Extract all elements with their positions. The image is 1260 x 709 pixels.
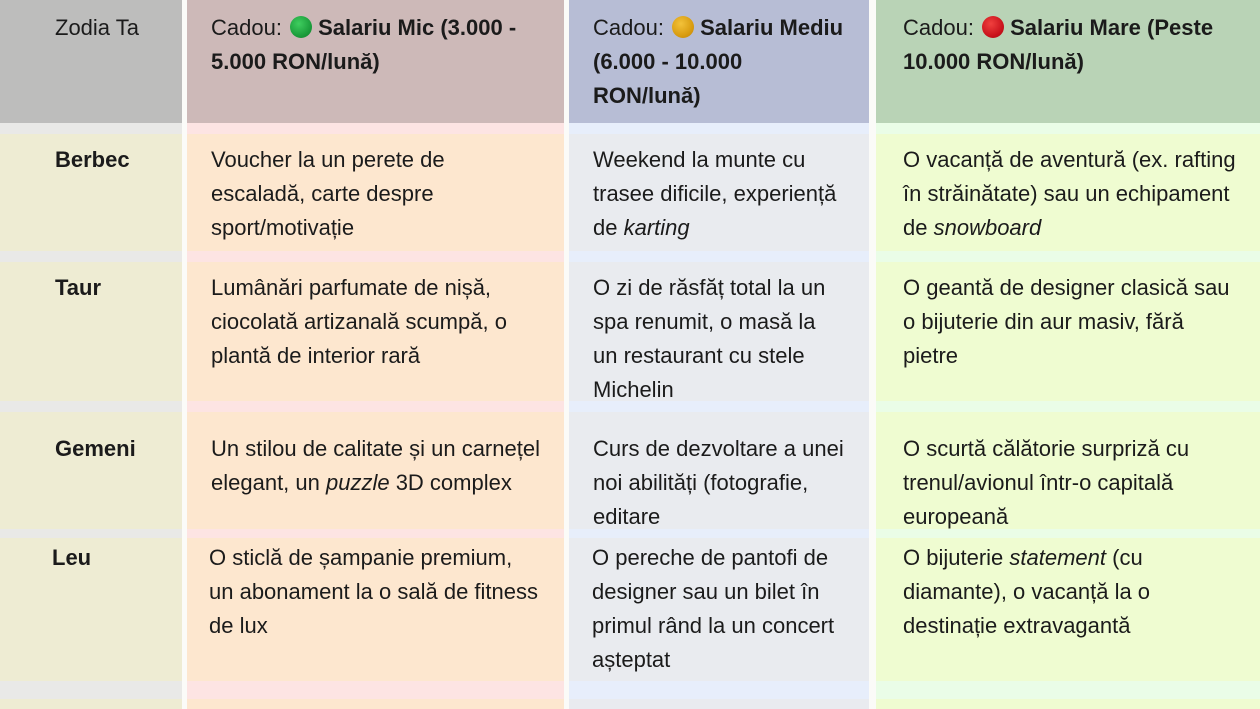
cell-gemeni-medium (569, 412, 869, 529)
header-zodiac (0, 0, 182, 123)
cell-sign-gemeni (0, 412, 182, 529)
header-small-salary (187, 0, 564, 123)
gift-text: O geantă de designer clasică sau o bijuterie din aur masiv, fără pietre (903, 275, 1230, 368)
gift-text: Weekend la munte cu trasee dificile, experiență de (593, 147, 837, 240)
cell-sign-berbec (0, 134, 182, 251)
cell-berbec-small (187, 134, 564, 251)
column-medium-salary (569, 0, 869, 709)
cell-sign-taur (0, 262, 182, 401)
row-separator (187, 251, 564, 262)
sign-label: Gemeni (55, 436, 136, 461)
row-separator (876, 681, 1260, 699)
sign-label: Taur (55, 275, 102, 300)
header-title: Salariu Mare (Peste 10.000 RON/lună) (903, 15, 1214, 74)
cell-sign-next (0, 699, 182, 709)
row-separator (187, 681, 564, 699)
row-separator (569, 681, 869, 699)
column-divider (869, 0, 876, 709)
cell-leu-large (876, 538, 1260, 681)
row-separator (0, 123, 182, 134)
row-separator (876, 251, 1260, 262)
header-large-salary (876, 0, 1260, 123)
column-large-salary (876, 0, 1260, 709)
cell-next-small (187, 699, 564, 709)
gift-text: 3D complex (389, 470, 512, 495)
row-separator (187, 401, 564, 412)
gift-text: (cu diamante), o vacanță la o destinație extravagantă (903, 545, 1151, 638)
cell-taur-large (876, 262, 1260, 401)
cell-leu-medium (569, 538, 869, 681)
gift-text: Curs de dezvoltare a unei noi abilități (fotografie, editare (593, 436, 844, 529)
header-prefix: Cadou: (211, 15, 282, 40)
header-medium-salary (569, 0, 869, 123)
gift-text: O pereche de pantofi de designer sau un bilet în primul rând la un concert așteptat (592, 545, 835, 672)
row-separator (0, 251, 182, 262)
gift-text-emphasis: karting (623, 215, 690, 240)
row-separator (569, 401, 869, 412)
row-separator (0, 529, 182, 538)
row-separator (187, 123, 564, 134)
row-separator (187, 529, 564, 538)
header-prefix: Cadou: (903, 15, 974, 40)
row-separator (569, 123, 869, 134)
row-separator (569, 529, 869, 538)
red-circle-icon (982, 16, 1004, 38)
gift-text: O scurtă călătorie surpriză cu trenul/avionul într-o capitală europeană (903, 436, 1190, 529)
cell-next-medium (569, 699, 869, 709)
gift-text: Un stilou de calitate și un carnețel elegant, un (211, 436, 540, 495)
row-separator (0, 681, 182, 699)
gift-text: O zi de răsfăț total la un spa renumit, o masă la un restaurant cu stele Michelin (593, 275, 826, 401)
cell-next-large (876, 699, 1260, 709)
gift-text-emphasis: snowboard (933, 215, 1042, 240)
cell-leu-small (187, 538, 564, 681)
cell-gemeni-small (187, 412, 564, 529)
gift-text: O bijuterie (903, 545, 1010, 570)
cell-sign-leu (0, 538, 182, 681)
cell-gemeni-large (876, 412, 1260, 529)
header-title: Salariu Mediu (6.000 - 10.000 RON/lună) (593, 15, 844, 108)
gift-text-emphasis: statement (1009, 545, 1106, 570)
row-separator (876, 401, 1260, 412)
header-zodiac-label: Zodia Ta (55, 15, 139, 40)
row-separator (569, 251, 869, 262)
gift-text: O sticlă de șampanie premium, un abonament la o sală de fitness de lux (209, 545, 539, 638)
column-small-salary (187, 0, 564, 709)
green-circle-icon (290, 16, 312, 38)
cell-berbec-medium (569, 134, 869, 251)
row-separator (876, 123, 1260, 134)
gift-text: Lumânări parfumate de nișă, ciocolată artizanală scumpă, o plantă de interior rară (211, 275, 507, 368)
gift-text: O vacanță de aventură (ex. rafting în străinătate) sau un echipament de (903, 147, 1236, 240)
sign-label: Leu (52, 545, 92, 570)
column-zodiac (0, 0, 182, 709)
header-title: Salariu Mic (3.000 - 5.000 RON/lună) (211, 15, 517, 74)
header-prefix: Cadou: (593, 15, 664, 40)
row-separator (876, 529, 1260, 538)
cell-taur-small (187, 262, 564, 401)
cell-berbec-large (876, 134, 1260, 251)
gift-text-emphasis: puzzle (325, 470, 390, 495)
row-separator (0, 401, 182, 412)
sign-label: Berbec (55, 147, 130, 172)
yellow-circle-icon (672, 16, 694, 38)
cell-taur-medium (569, 262, 869, 401)
gift-text: Voucher la un perete de escaladă, carte despre sport/motivație (211, 147, 445, 240)
